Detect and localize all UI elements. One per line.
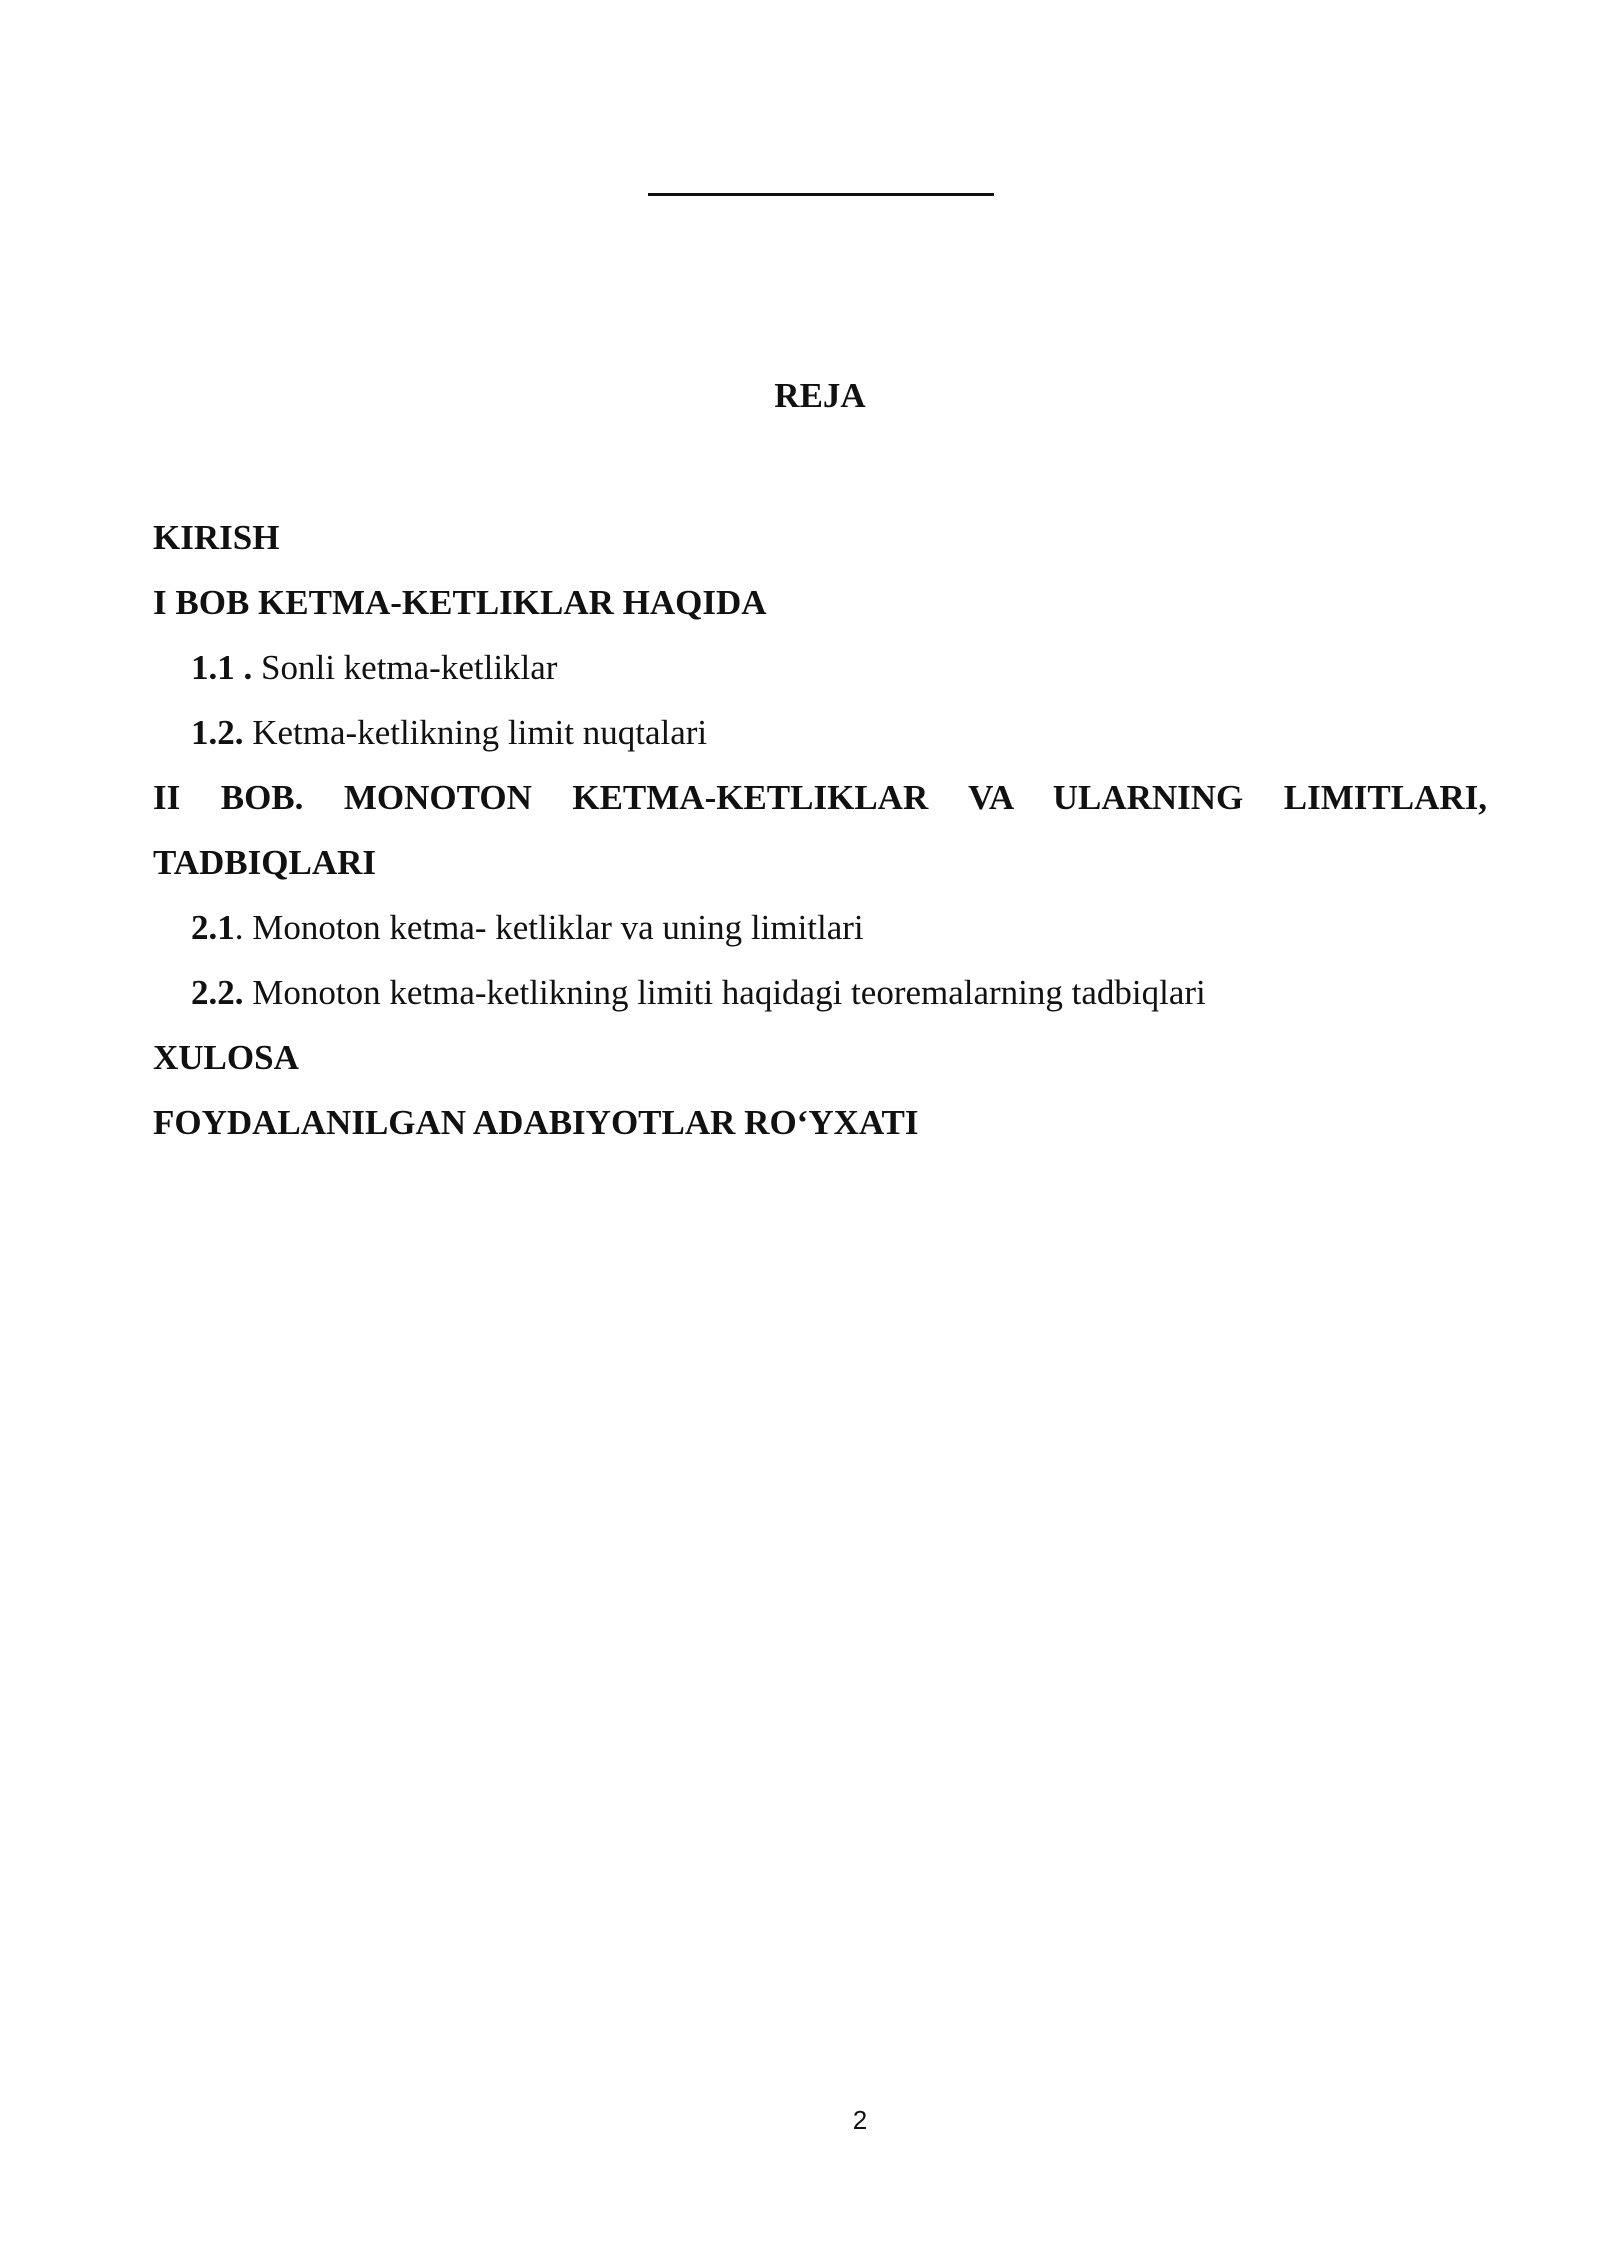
section-title: Ketma-ketlikning limit nuqtalari [252, 713, 708, 752]
section-title: . Monoton ketma- ketliklar va uning limitlari [234, 908, 864, 947]
top-rule-divider [648, 193, 994, 196]
section-title: Sonli ketma-ketliklar [261, 648, 558, 687]
toc-chapter-2: II BOB. MONOTON KETMA-KETLIKLAR VA ULARNING LIMITLARI, [153, 778, 1487, 817]
section-number: 2.1 [191, 908, 235, 947]
section-number: 2.2. [191, 973, 244, 1012]
toc-chapter-1: I BOB KETMA-KETLIKLAR HAQIDA [153, 583, 767, 622]
page-title: REJA [774, 376, 866, 415]
toc-references: FOYDALANILGAN ADABIYOTLAR RO‘YXATI [153, 1103, 919, 1142]
toc-section-2-1 [153, 895, 1487, 960]
toc-section-2-2 [153, 960, 1487, 1025]
page-number: 2 [852, 2105, 868, 2135]
toc-section-1-2 [153, 700, 1487, 765]
section-number: 1.1 . [191, 648, 253, 687]
table-of-contents [153, 505, 1487, 1155]
toc-xulosa: XULOSA [153, 1038, 299, 1077]
toc-section-1-1 [153, 635, 1487, 700]
section-number: 1.2. [191, 713, 244, 752]
toc-kirish: KIRISH [153, 518, 280, 557]
section-title: Monoton ketma-ketlikning limiti haqidagi teoremalarning tadbiqlari [252, 973, 1206, 1012]
toc-chapter-2-continued: TADBIQLARI [153, 843, 377, 882]
